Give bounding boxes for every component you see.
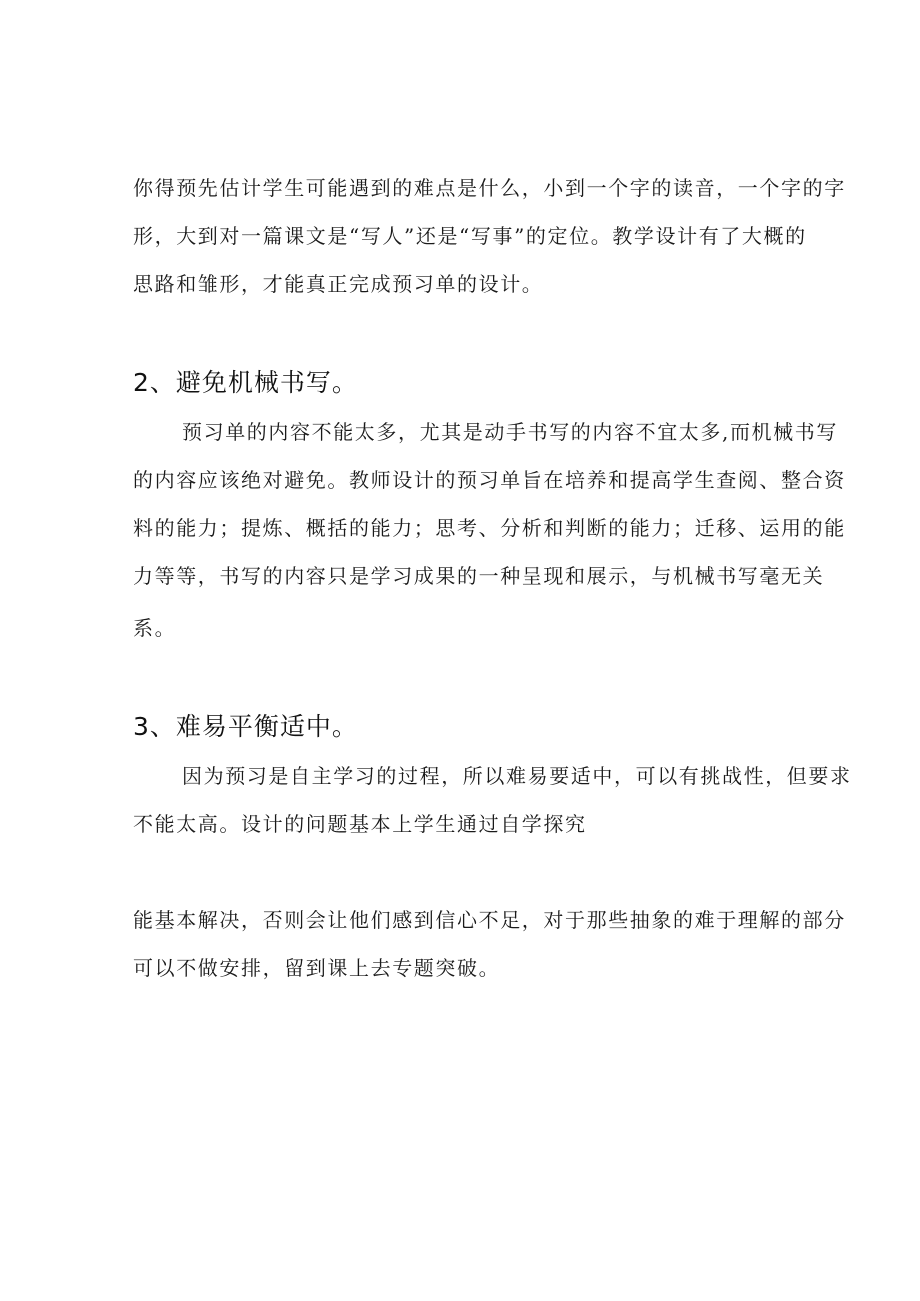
section-2-heading: 2、避免机械书写。: [133, 368, 358, 397]
section-3-line-2: 不能太高。设计的问题基本上学生通过自学探究: [133, 812, 587, 836]
section-3-heading: 3、难易平衡适中。: [133, 712, 358, 741]
section-2-line-2: 的内容应该绝对避免。教师设计的预习单旨在培养和提高学生查阅、整合资: [133, 468, 846, 492]
section-2-line-5: 系。: [133, 616, 177, 640]
intro-line-2: 形，大到对一篇课文是“写人”还是“写事”的定位。教学设计有了大概的: [133, 224, 807, 248]
intro-line-3: 思路和雏形，才能真正完成预习单的设计。: [133, 272, 544, 296]
section-3-line-3: 能基本解决，否则会让他们感到信心不足，对于那些抽象的难于理解的部分: [133, 908, 846, 932]
section-2-line-4: 力等等，书写的内容只是学习成果的一种呈现和展示，与机械书写毫无关: [133, 564, 825, 588]
section-3-line-1: 因为预习是自主学习的过程，所以难易要适中，可以有挑战性，但要求: [182, 764, 852, 788]
section-2-line-3: 料的能力；提炼、概括的能力；思考、分析和判断的能力；迁移、运用的能: [133, 516, 846, 540]
section-2-line-1: 预习单的内容不能太多，尤其是动手书写的内容不宜太多,而机械书写: [182, 420, 838, 444]
section-3-line-4: 可以不做安排，留到课上去专题突破。: [133, 956, 501, 980]
intro-line-1: 你得预先估计学生可能遇到的难点是什么，小到一个字的读音，一个字的字: [133, 176, 846, 200]
